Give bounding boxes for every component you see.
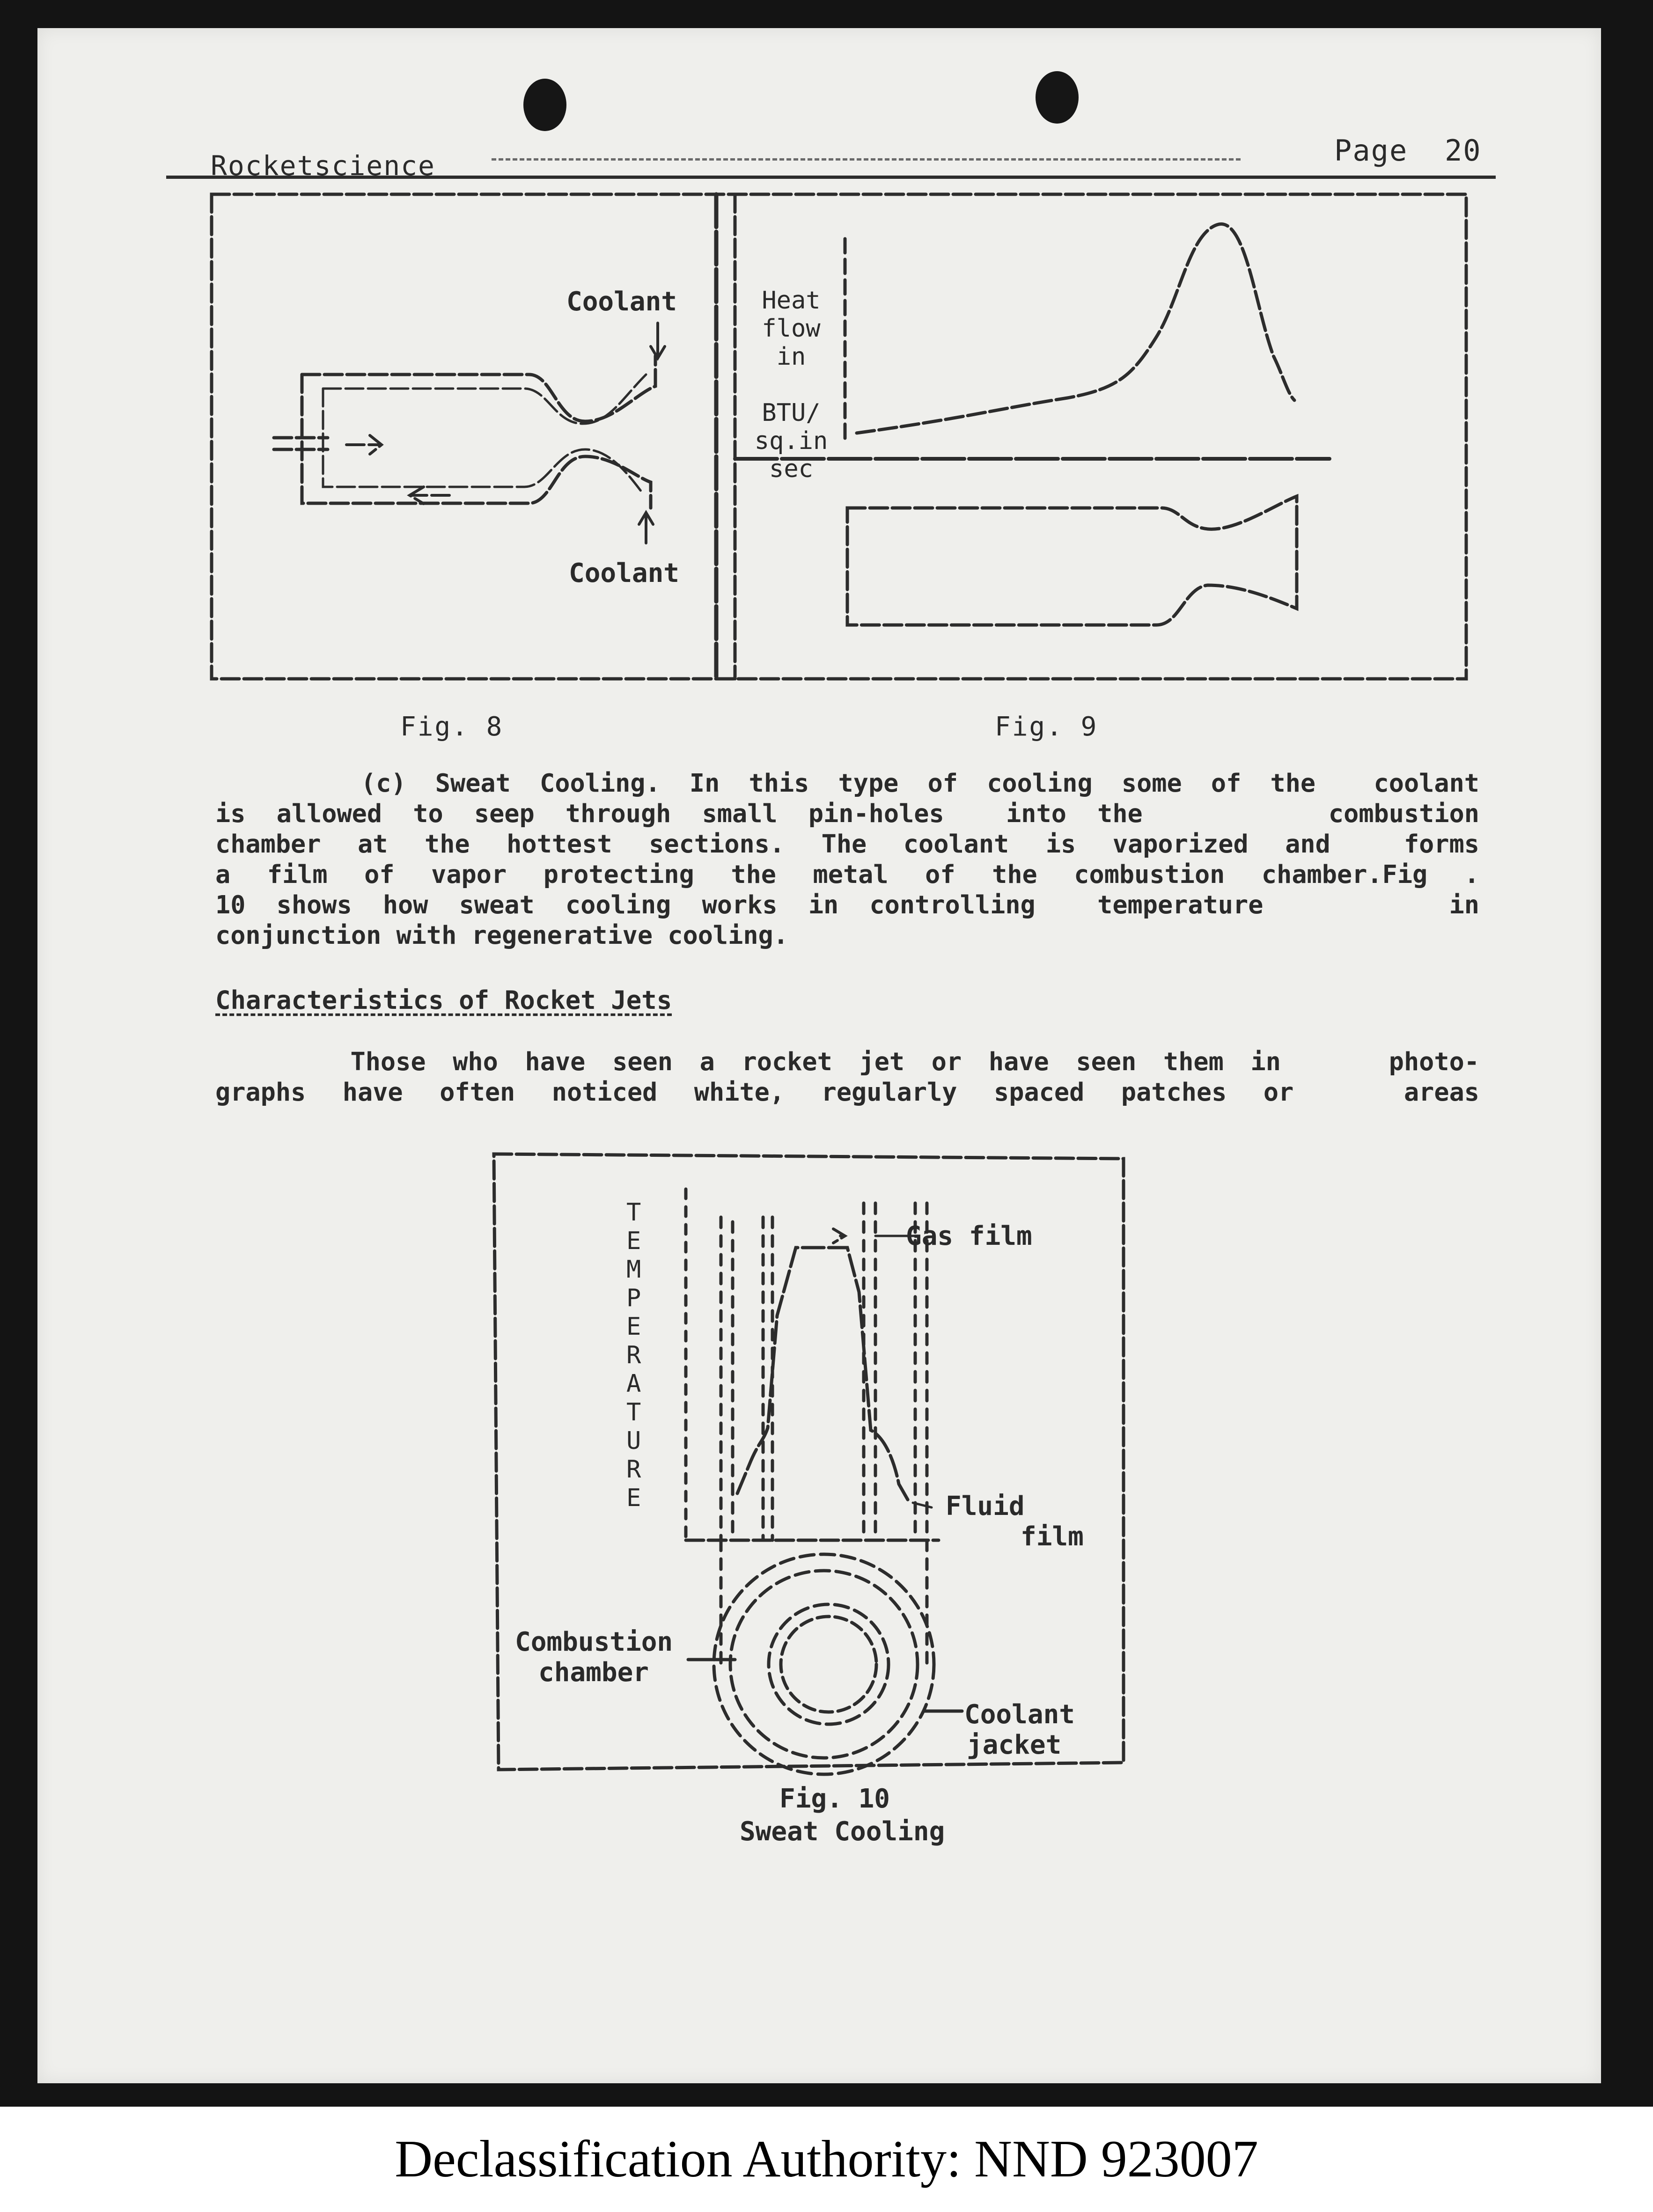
fig9-ylabel-line: sq.in [754,427,828,455]
fig10-gas-film-label: Gas film [906,1221,1032,1251]
fig9-ylabel-line: Heat [762,287,821,315]
paragraph-line: chamber at the hottest sections. The coolant is vaporized and forms [215,829,1479,859]
fig9-ylabel-line: BTU/ [762,399,821,427]
paragraph-sweat-cooling [215,768,1479,950]
declassification-footer: Declassification Authority: NND 923007 [395,2130,1258,2188]
fig8-9-frame [212,194,1466,679]
fig10-coolant-label: Coolant [964,1699,1075,1730]
section-heading: Characteristics of Rocket Jets [215,985,672,1015]
fig10-film-label: film [1021,1521,1084,1552]
fig8-nozzle [274,323,665,543]
paragraph-line: is allowed to seep through small pin-holes into the combustion [215,799,1479,828]
fig9-nozzle [847,496,1297,625]
fig10-caption: Fig. 10 [779,1784,890,1814]
fig9-caption: Fig. 9 [995,712,1098,742]
fig8-coolant-out-label: Coolant [569,558,680,588]
fig8-caption: Fig. 8 [400,712,504,742]
fig10-ylabel-text: TEMPERATURE [626,1198,641,1512]
paragraph-line: 10 shows how sweat cooling works in controlling temperature in [215,890,1479,919]
paragraph-line: graphs have often noticed white, regularly spaced patches or areas [215,1077,1479,1107]
header-page-number: Page 20 [1334,133,1482,168]
fig10-fluid-label: Fluid [946,1491,1025,1521]
paragraph-line: (c) Sweat Cooling. In this type of cooling some of the coolant [215,768,1479,798]
fig9-ylabel-line [747,371,836,399]
fig9-ylabel-line: sec [769,455,813,483]
fig10-chamber-label: chamber [538,1657,649,1688]
paragraph-line: conjunction with regenerative cooling. [215,920,788,950]
fig10-subcaption: Sweat Cooling [740,1816,945,1847]
header-title: Rocketscience [211,150,435,182]
fig10-combustion-label: Combustion [515,1627,673,1657]
paragraph-rocket-jets [215,1046,1479,1107]
fig9-ylabel [747,287,836,483]
fig8-coolant-in-label: Coolant [566,287,677,317]
fig10-temperature-label [626,1198,650,1513]
fig9-ylabel-line: in [776,343,806,371]
paragraph-line: Those who have seen a rocket jet or have seen them in photo- [215,1047,1479,1076]
paragraph-line: a film of vapor protecting the metal of the combustion chamber.Fig . [215,860,1479,889]
fig9-ylabel-line: flow [762,315,821,343]
fig10-jacket-label: jacket [967,1730,1062,1760]
